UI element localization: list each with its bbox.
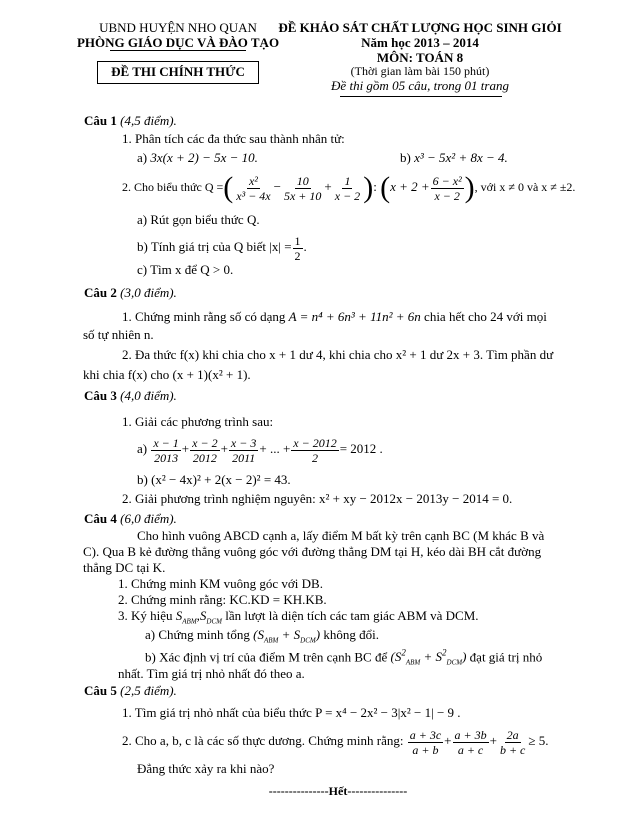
q4-part3b: b) Xác định vị trí của điểm M trên cạnh BC để $(S^2_{ABM} + S^2_{DCM})$ đạt giá trị nhỏ bbox=[145, 648, 543, 667]
q1-part2c: c) Tìm x để Q > 0. bbox=[137, 262, 234, 277]
divider bbox=[110, 50, 246, 51]
q2-part2: 2. Đa thức f(x) khi chia cho x + 1 dư 4, khi chia cho x² + 1 dư 2x + 3. Tìm phần dư bbox=[122, 347, 554, 362]
q4-part3: 3. Ký hiệu $S_{ABM},S_{DCM}$ lần lượt là diện tích các tam giác ABM và DCM. bbox=[118, 608, 479, 626]
q3-part1b: b) (x² − 4x)² + 2(x − 2)² = 43. bbox=[137, 472, 291, 487]
q5-part2: 2. Cho a, b, c là các số thực dương. Chứng minh rằng: $\frac{a + 3c}{a + b}$ + $\frac{a + 3b}{a + c}$ + $\frac{2a}{b + c}$ ≥ 5. bbox=[122, 727, 549, 757]
q2-part1-cont: số tự nhiên n. bbox=[83, 327, 154, 342]
q4-text: C). Qua B kẻ đường thẳng vuông góc với đường thẳng DM tại H, kéo dài BH cắt đường bbox=[83, 544, 542, 559]
q3-part1a: a) $\frac{x - 1}{2013}$ + $\frac{x - 2}{2012}$ + $\frac{x - 3}{2011}$ + ... + $\frac{x - 2012}{2}$ = 2012 . bbox=[137, 435, 383, 465]
q4-text: thẳng DC tại K. bbox=[83, 560, 166, 575]
org-line-1: UBND HUYỆN NHO QUAN bbox=[99, 20, 257, 35]
q1-part2: 2. Cho biểu thức Q =( $\frac{\text{x²}}{\text{x³ − 4x}}$ − $\frac{10}{5x + 10}$ + $\frac{1}{x - 2}$ ): (x + 2 + $\frac{\text{6 − x²}}{x - 2}$ ), với x ≠ 0 và x ≠ ±2. bbox=[122, 171, 576, 205]
q3-part2: 2. Giải phương trình nghiệm nguyên: x² + xy − 2012x − 2013y − 2014 = 0. bbox=[122, 491, 513, 506]
q1-part1a: a) 3x(x + 2) − 5x − 10. bbox=[137, 150, 258, 165]
divider bbox=[340, 96, 502, 97]
time-limit: (Thời gian làm bài 150 phút) bbox=[350, 64, 490, 78]
end-marker: ---------------Hết--------------- bbox=[268, 784, 408, 798]
q1-part2a: a) Rút gọn biểu thức Q. bbox=[137, 212, 260, 227]
q2-part1: 1. Chứng minh rằng số có dạng A = n⁴ + 6n³ + 11n² + 6n chia hết cho 24 với mọi bbox=[122, 309, 547, 324]
q4-part3b-cont: nhất. Tìm giá trị nhỏ nhất đó theo a. bbox=[118, 666, 305, 681]
q5-part1: 1. Tìm giá trị nhỏ nhất của biểu thức P = x⁴ − 2x² − 3|x² − 1| − 9 . bbox=[122, 705, 461, 720]
q4-heading: Câu 4 (6,0 điểm). bbox=[84, 511, 177, 526]
q1-heading: Câu 1 (4,5 điểm). bbox=[84, 113, 177, 128]
exam-title: ĐỀ KHẢO SÁT CHẤT LƯỢNG HỌC SINH GIỎI bbox=[278, 20, 562, 35]
q3-part1: 1. Giải các phương trình sau: bbox=[122, 414, 274, 429]
q1-part1b: b) x³ − 5x² + 8x − 4. bbox=[400, 150, 508, 165]
q5-part2-cont: Đẳng thức xảy ra khi nào? bbox=[137, 761, 275, 776]
subject: MÔN: TOÁN 8 bbox=[376, 50, 464, 65]
q4-part1: 1. Chứng minh KM vuông góc với DB. bbox=[118, 576, 323, 591]
q4-part2: 2. Chứng minh rằng: KC.KD = KH.KB. bbox=[118, 592, 327, 607]
official-label: ĐỀ THI CHÍNH THỨC bbox=[111, 64, 245, 79]
org-line-2: PHÒNG GIÁO DỤC VÀ ĐÀO TẠO bbox=[76, 35, 280, 50]
q1-part2b: b) Tính giá trị của Q biết |x| = $\frac{1}{2}$ . bbox=[137, 233, 307, 263]
q3-heading: Câu 3 (4,0 điểm). bbox=[84, 388, 177, 403]
q1-part1: 1. Phân tích các đa thức sau thành nhân tử: bbox=[122, 131, 345, 146]
q4-part3a: a) Chứng minh tổng $(S_{ABM} + S_{DCM})$ không đổi. bbox=[145, 627, 379, 645]
q2-part2-cont: khi chia f(x) cho (x + 1)(x² + 1). bbox=[83, 367, 251, 382]
q5-heading: Câu 5 (2,5 điểm). bbox=[84, 683, 177, 698]
q2-heading: Câu 2 (3,0 điểm). bbox=[84, 285, 177, 300]
q4-text: Cho hình vuông ABCD cạnh a, lấy điểm M bất kỳ trên cạnh BC (M khác B và bbox=[137, 528, 545, 543]
exam-note: Đề thi gồm 05 câu, trong 01 trang bbox=[331, 78, 509, 93]
school-year: Năm học 2013 – 2014 bbox=[361, 35, 479, 50]
